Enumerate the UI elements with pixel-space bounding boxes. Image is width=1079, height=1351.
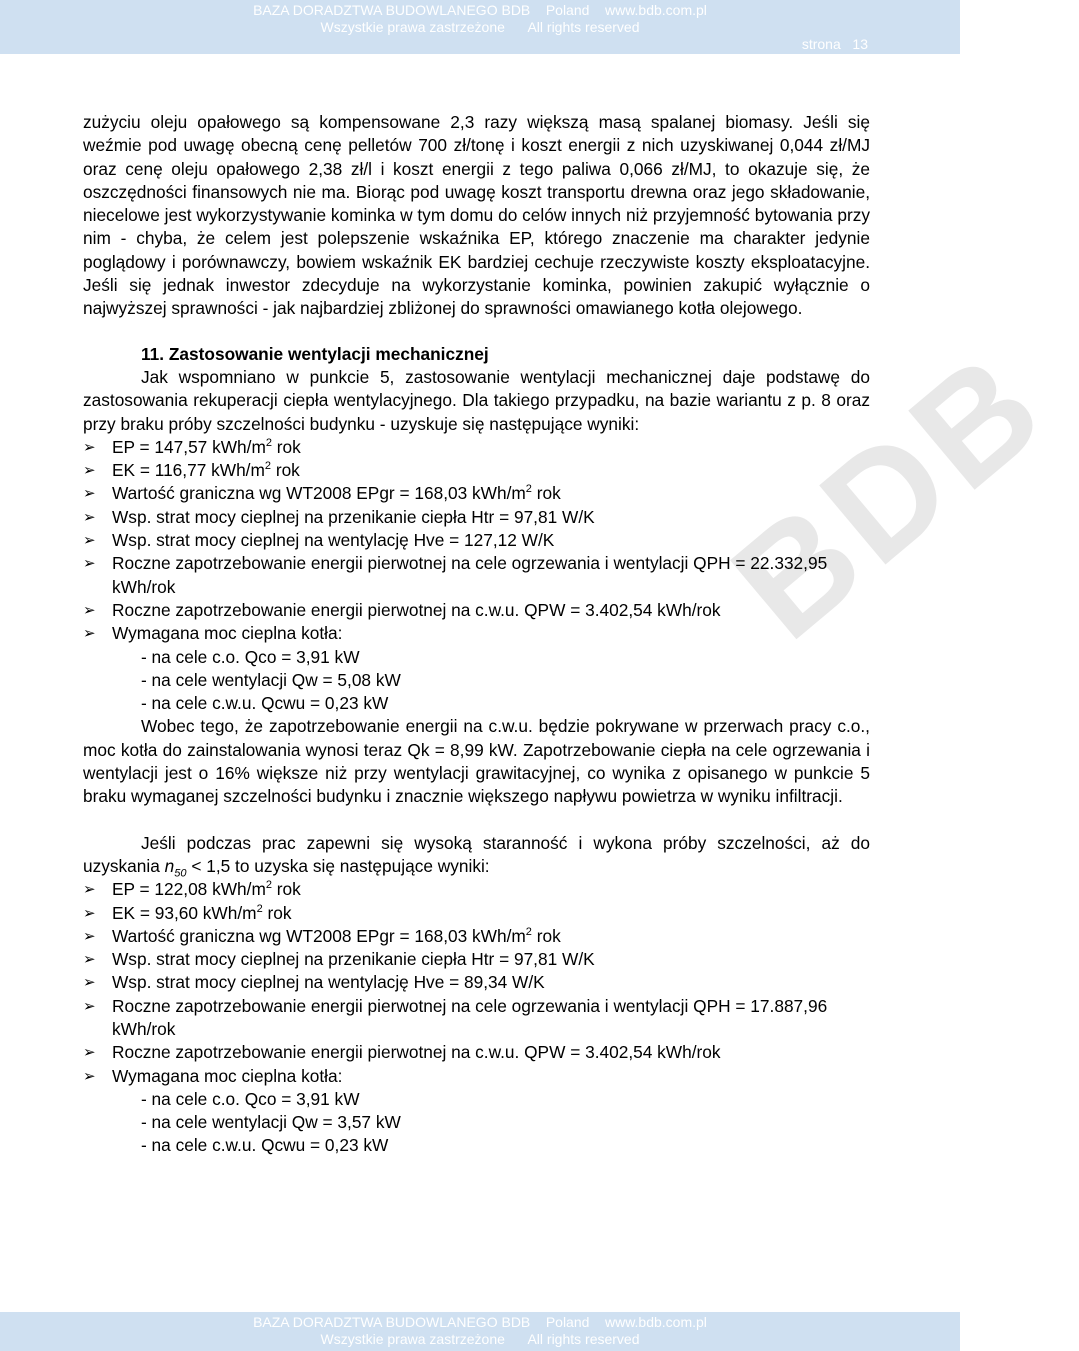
arrow-bullet-icon: ➢ <box>83 438 96 456</box>
list-item-text: Wsp. strat mocy cieplnej na wentylację Hve = 89,34 W/K <box>112 972 545 993</box>
list-item-text: Roczne zapotrzebowanie energii pierwotnej na cele ogrzewania i wentylacji QPH = 22.332,95 kWh/rok <box>112 553 828 597</box>
arrow-bullet-icon: ➢ <box>83 508 96 526</box>
list-item-text: Wsp. strat mocy cieplnej na wentylację Hve = 127,12 W/K <box>112 530 555 551</box>
list-item <box>83 1065 870 1088</box>
list-item-text: Roczne zapotrzebowanie energii pierwotnej na c.w.u. QPW = 3.402,54 kWh/rok <box>112 1042 721 1063</box>
list-item-unit: rok <box>271 436 301 457</box>
list-item-text: EK = 93,60 kWh/m <box>112 902 257 923</box>
results-list-1 <box>83 436 870 646</box>
boiler-power-list-1 <box>83 646 870 716</box>
bdb-watermark: BDB <box>701 317 1077 671</box>
arrow-bullet-icon: ➢ <box>83 532 96 550</box>
arrow-bullet-icon: ➢ <box>83 555 96 573</box>
arrow-bullet-icon: ➢ <box>83 625 96 643</box>
boiler-power-item: - na cele wentylacji Qw = 3,57 kW <box>141 1112 401 1133</box>
boiler-power-item: - na cele c.o. Qco = 3,91 kW <box>141 1088 360 1109</box>
list-item-text: Roczne zapotrzebowanie energii pierwotnej na cele ogrzewania i wentylacji QPH = 17.887,96 kWh/rok <box>112 995 828 1039</box>
results-list-2 <box>83 878 870 1088</box>
boiler-power-item: - na cele c.w.u. Qcwu = 0,23 kW <box>141 693 389 714</box>
list-item <box>83 995 870 1042</box>
superscript: 2 <box>265 437 272 450</box>
list-item <box>83 622 870 645</box>
arrow-bullet-icon: ➢ <box>83 997 96 1015</box>
paragraph-biomass: zużyciu oleju opałowego są kompensowane 2,3 razy większą masą spalanej biomasy. Jeśli się weźmie pod uwagę obecną cenę pelletów 700 zł/tonę i koszt energii z nich uzyskiwanej 0,044 zł/MJ oraz cenę oleju opałowego 2,38 zł/l i koszt energii z tego paliwa 0,066 zł/MJ, to okazuje się, że oszczędności finansowych nie ma. Biorąc pod uwagę koszt transportu drewna oraz jego składowanie, niecelowe jest wykorzystywanie kominka w tym domu do celów innych niż przyjemność bytowania przy nim - chyba, że celem jest polepszenie wskaźnika EP, którego znaczenie ma charakter jedynie poglądowy i porównawczy, bowiem wskaźnik EK bardziej cechuje rzeczywiste koszty eksploatacyjne. Jeśli się jednak inwestor zdecyduje na wykorzystanie kominka, powinien zakupić wyłącznie o najwyższej sprawności - jak najbardziej zbliżonej do sprawności omawianego kotła olejowego. <box>83 112 870 319</box>
list-item-text: EP = 147,57 kWh/m <box>112 436 266 457</box>
arrow-bullet-icon: ➢ <box>83 881 96 899</box>
list-item <box>83 436 870 459</box>
boiler-power-item: - na cele c.w.u. Qcwu = 0,23 kW <box>141 1135 389 1156</box>
list-item-unit: rok <box>271 460 300 481</box>
header-line-2: Wszystkie prawa zastrzeżone All rights reserved <box>320 19 640 35</box>
list-item <box>83 1041 870 1064</box>
list-item-text: EK = 116,77 kWh/m <box>112 460 265 481</box>
n-subscript: 50 <box>174 867 187 880</box>
section-heading: 11. Zastosowanie wentylacji mechanicznej <box>141 343 489 364</box>
arrow-bullet-icon: ➢ <box>83 462 96 480</box>
page-number: strona 13 <box>801 36 868 52</box>
list-item-text: Wartość graniczna wg WT2008 EPgr = 168,03 kWh/m <box>112 925 526 946</box>
n-symbol: n <box>164 855 175 876</box>
list-item <box>83 529 870 552</box>
list-item-text: Wymagana moc cieplna kotła: <box>112 1065 343 1086</box>
list-item <box>83 459 870 482</box>
footer-line-2: Wszystkie prawa zastrzeżone All rights reserved <box>320 1331 640 1347</box>
list-item <box>83 948 870 971</box>
list-item <box>83 599 870 622</box>
spacer <box>83 809 870 832</box>
list-item-unit: rok <box>271 879 301 900</box>
document-body <box>83 111 870 1158</box>
list-item-text: Wymagana moc cieplna kotła: <box>112 623 343 644</box>
conclusion-paragraph: Wobec tego, że zapotrzebowanie energii na c.w.u. będzie pokrywane w przerwach pracy c.o., moc kotła do zainstalowania wynosi teraz Qk = 8,99 kW. Zapotrzebowanie ciepła na cele ogrzewania i wentylacji jest o 16% większe niż przy wentylacji grawitacyjnej, co wynika z opisanego w punkcie 5 braku wymaganej szczelności budynku i znacznie większego napływu powietrza w wyniku infiltracji. <box>83 716 870 807</box>
list-item <box>83 902 870 925</box>
list-item <box>83 506 870 529</box>
arrow-bullet-icon: ➢ <box>83 904 96 922</box>
arrow-bullet-icon: ➢ <box>83 485 96 503</box>
section-intro: Jak wspomniano w punkcie 5, zastosowanie wentylacji mechanicznej daje podstawę do zastosowania rekuperacji ciepła wentylacyjnego. Dla takiego przypadku, na bazie wariantu z p. 8 oraz przy braku próby szczelności budynku - uzyskuje się następujące wyniki: <box>83 366 870 434</box>
list-item <box>83 878 870 901</box>
list-item <box>83 971 870 994</box>
arrow-bullet-icon: ➢ <box>83 1067 96 1085</box>
arrow-bullet-icon: ➢ <box>83 974 96 992</box>
arrow-bullet-icon: ➢ <box>83 1044 96 1062</box>
superscript: 2 <box>525 926 532 939</box>
boiler-power-list-2 <box>83 1088 870 1158</box>
second-intro-b: < 1,5 to uzyska się następujące wyniki: <box>186 855 490 876</box>
list-item-text: EP = 122,08 kWh/m <box>112 879 266 900</box>
list-item-text: Wsp. strat mocy cieplnej na przenikanie ciepła Htr = 97,81 W/K <box>112 949 595 970</box>
list-item-text: Wartość graniczna wg WT2008 EPgr = 168,03 kWh/m <box>112 483 526 504</box>
list-item <box>83 482 870 505</box>
boiler-power-item: - na cele wentylacji Qw = 5,08 kW <box>141 669 401 690</box>
superscript: 2 <box>264 460 272 473</box>
list-item-unit: rok <box>262 902 292 923</box>
arrow-bullet-icon: ➢ <box>83 927 96 945</box>
list-item-unit: rok <box>531 483 561 504</box>
footer-band <box>0 1312 960 1351</box>
boiler-power-item: - na cele c.o. Qco = 3,91 kW <box>141 646 360 667</box>
list-item-text: Roczne zapotrzebowanie energii pierwotnej na c.w.u. QPW = 3.402,54 kWh/rok <box>112 599 721 620</box>
arrow-bullet-icon: ➢ <box>83 601 96 619</box>
superscript: 2 <box>265 879 272 892</box>
second-intro <box>83 832 870 879</box>
second-intro-a: Jeśli podczas prac zapewni się wysoką staranność i wykona próby szczelności, aż do uzyskania <box>83 832 870 876</box>
arrow-bullet-icon: ➢ <box>83 951 96 969</box>
superscript: 2 <box>525 483 532 496</box>
superscript: 2 <box>256 902 263 915</box>
list-item <box>83 552 870 599</box>
list-item <box>83 925 870 948</box>
list-item-unit: rok <box>531 925 561 946</box>
list-item-text: Wsp. strat mocy cieplnej na przenikanie ciepła Htr = 97,81 W/K <box>112 506 595 527</box>
footer-line-1: BAZA DORADZTWA BUDOWLANEGO BDB Poland www.bdb.com.pl <box>253 1314 707 1330</box>
header-line-1: BAZA DORADZTWA BUDOWLANEGO BDB Poland www.bdb.com.pl <box>253 2 707 18</box>
